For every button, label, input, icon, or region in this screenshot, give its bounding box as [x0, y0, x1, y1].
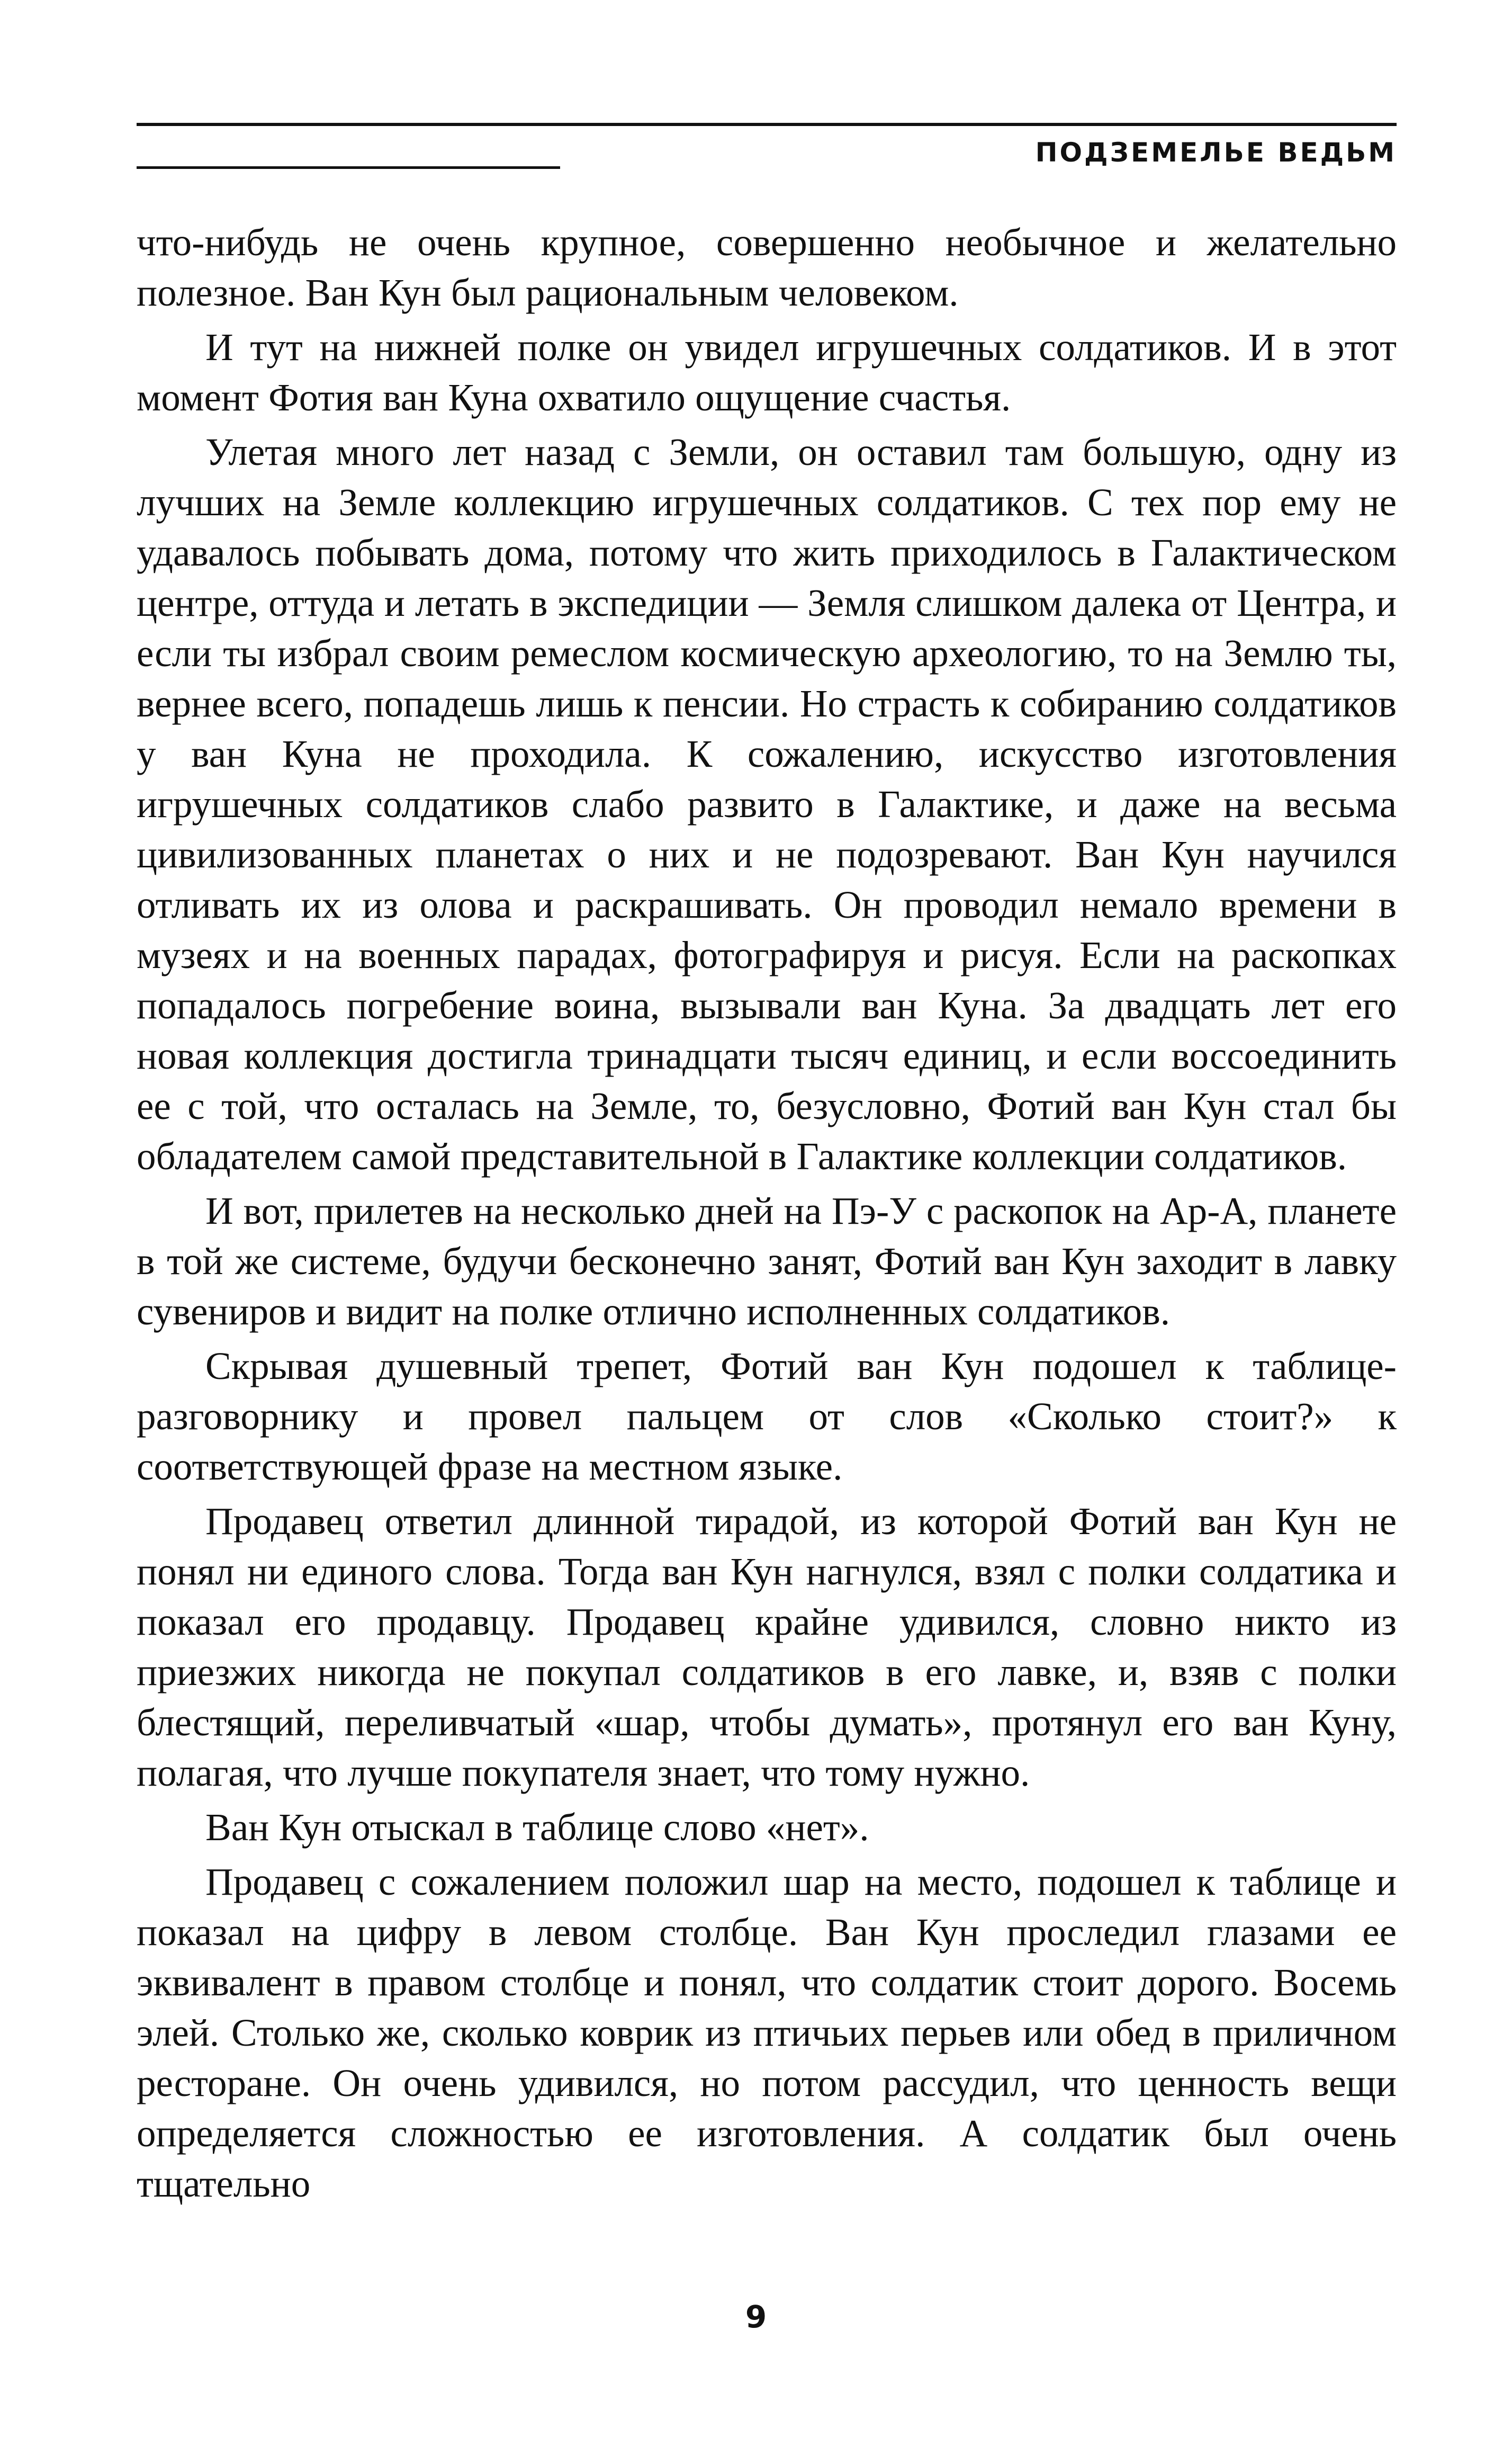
- paragraph-3: Улетая много лет назад с Земли, он оставил там большую, одну из лучших на Земле коллекцию игрушечных солдатиков. С тех пор ему не удавалось побывать дома, потому что жить приходилось в Галактическом центре, оттуда и летать в экспедиции — Земля слишком далека от Центра, и если ты избрал своим ремеслом космическую археологию, то на Землю ты, вернее всего, попадешь лишь к пенсии. Но страсть к собиранию солдатиков у ван Куна не проходила. К сожалению, искусство изготовления игрушечных солдатиков слабо развито в Галактике, и даже на весьма цивилизованных планетах о них и не подозревают. Ван Кун научился отливать их из олова и раскрашивать. Он проводил немало времени в музеях и на военных парадах, фотографируя и рисуя. Если на раскопках попадалось погребение воина, вызывали ван Куна. За двадцать лет его новая коллекция достигла тринадцати тысяч единиц, и если воссоединить ее с той, что осталась на Земле, то, безусловно, Фотий ван Кун стал бы обладателем самой представительной в Галактике коллекции солдатиков.: [137, 431, 1397, 1178]
- paragraph-6: Продавец ответил длинной тирадой, из которой Фотий ван Кун не понял ни единого слова. Тогда ван Кун нагнулся, взял с полки солдатика и показал его продавцу. Продавец крайне удивился, словно никто из приезжих никогда не покупал солдатиков в его лавке, и, взяв с полки блестящий, переливчатый «шар, чтобы думать», протянул его ван Куну, полагая, что лучше покупателя знает, что тому нужно.: [137, 1500, 1397, 1794]
- paragraph-5: Скрывая душевный трепет, Фотий ван Кун подошел к таблице-разговорнику и провел пальцем от слов «Сколько стоит?» к соответствующей фразе на местном языке.: [137, 1345, 1397, 1488]
- paragraph-7: Ван Кун отыскал в таблице слово «нет».: [205, 1806, 869, 1849]
- body-text: [137, 217, 1397, 2213]
- paragraph-4: И вот, прилетев на несколько дней на Пэ-У с раскопок на Ар-А, планете в той же системе, будучи бесконечно занят, Фотий ван Кун заходит в лавку сувениров и видит на полке отлично исполненных солдатиков.: [137, 1189, 1397, 1333]
- header-bottom-rule: [137, 166, 560, 169]
- header-top-rule: [137, 123, 1397, 126]
- page-header: [137, 123, 1397, 176]
- paragraph-2: И тут на нижней полке он увидел игрушечных солдатиков. И в этот момент Фотия ван Куна охватило ощущение счастья.: [137, 326, 1397, 419]
- running-title: ПОДЗЕМЕЛЬЕ ВЕДЬМ: [1035, 137, 1397, 168]
- paragraph-1: что-нибудь не очень крупное, совершенно необычное и желательно полезное. Ван Кун был рациональным человеком.: [137, 221, 1397, 314]
- paragraph-8: Продавец с сожалением положил шар на место, подошел к таблице и показал на цифру в левом столбце. Ван Кун проследил глазами ее эквивалент в правом столбце и понял, что солдатик стоит дорого. Восемь элей. Столько же, сколько коврик из птичьих перьев или обед в приличном ресторане. Он очень удивился, но потом рассудил, что ценность вещи определяется сложностью ее изготовления. А солдатик был очень тщательно: [137, 1860, 1397, 2205]
- page-number: 9: [745, 2299, 767, 2335]
